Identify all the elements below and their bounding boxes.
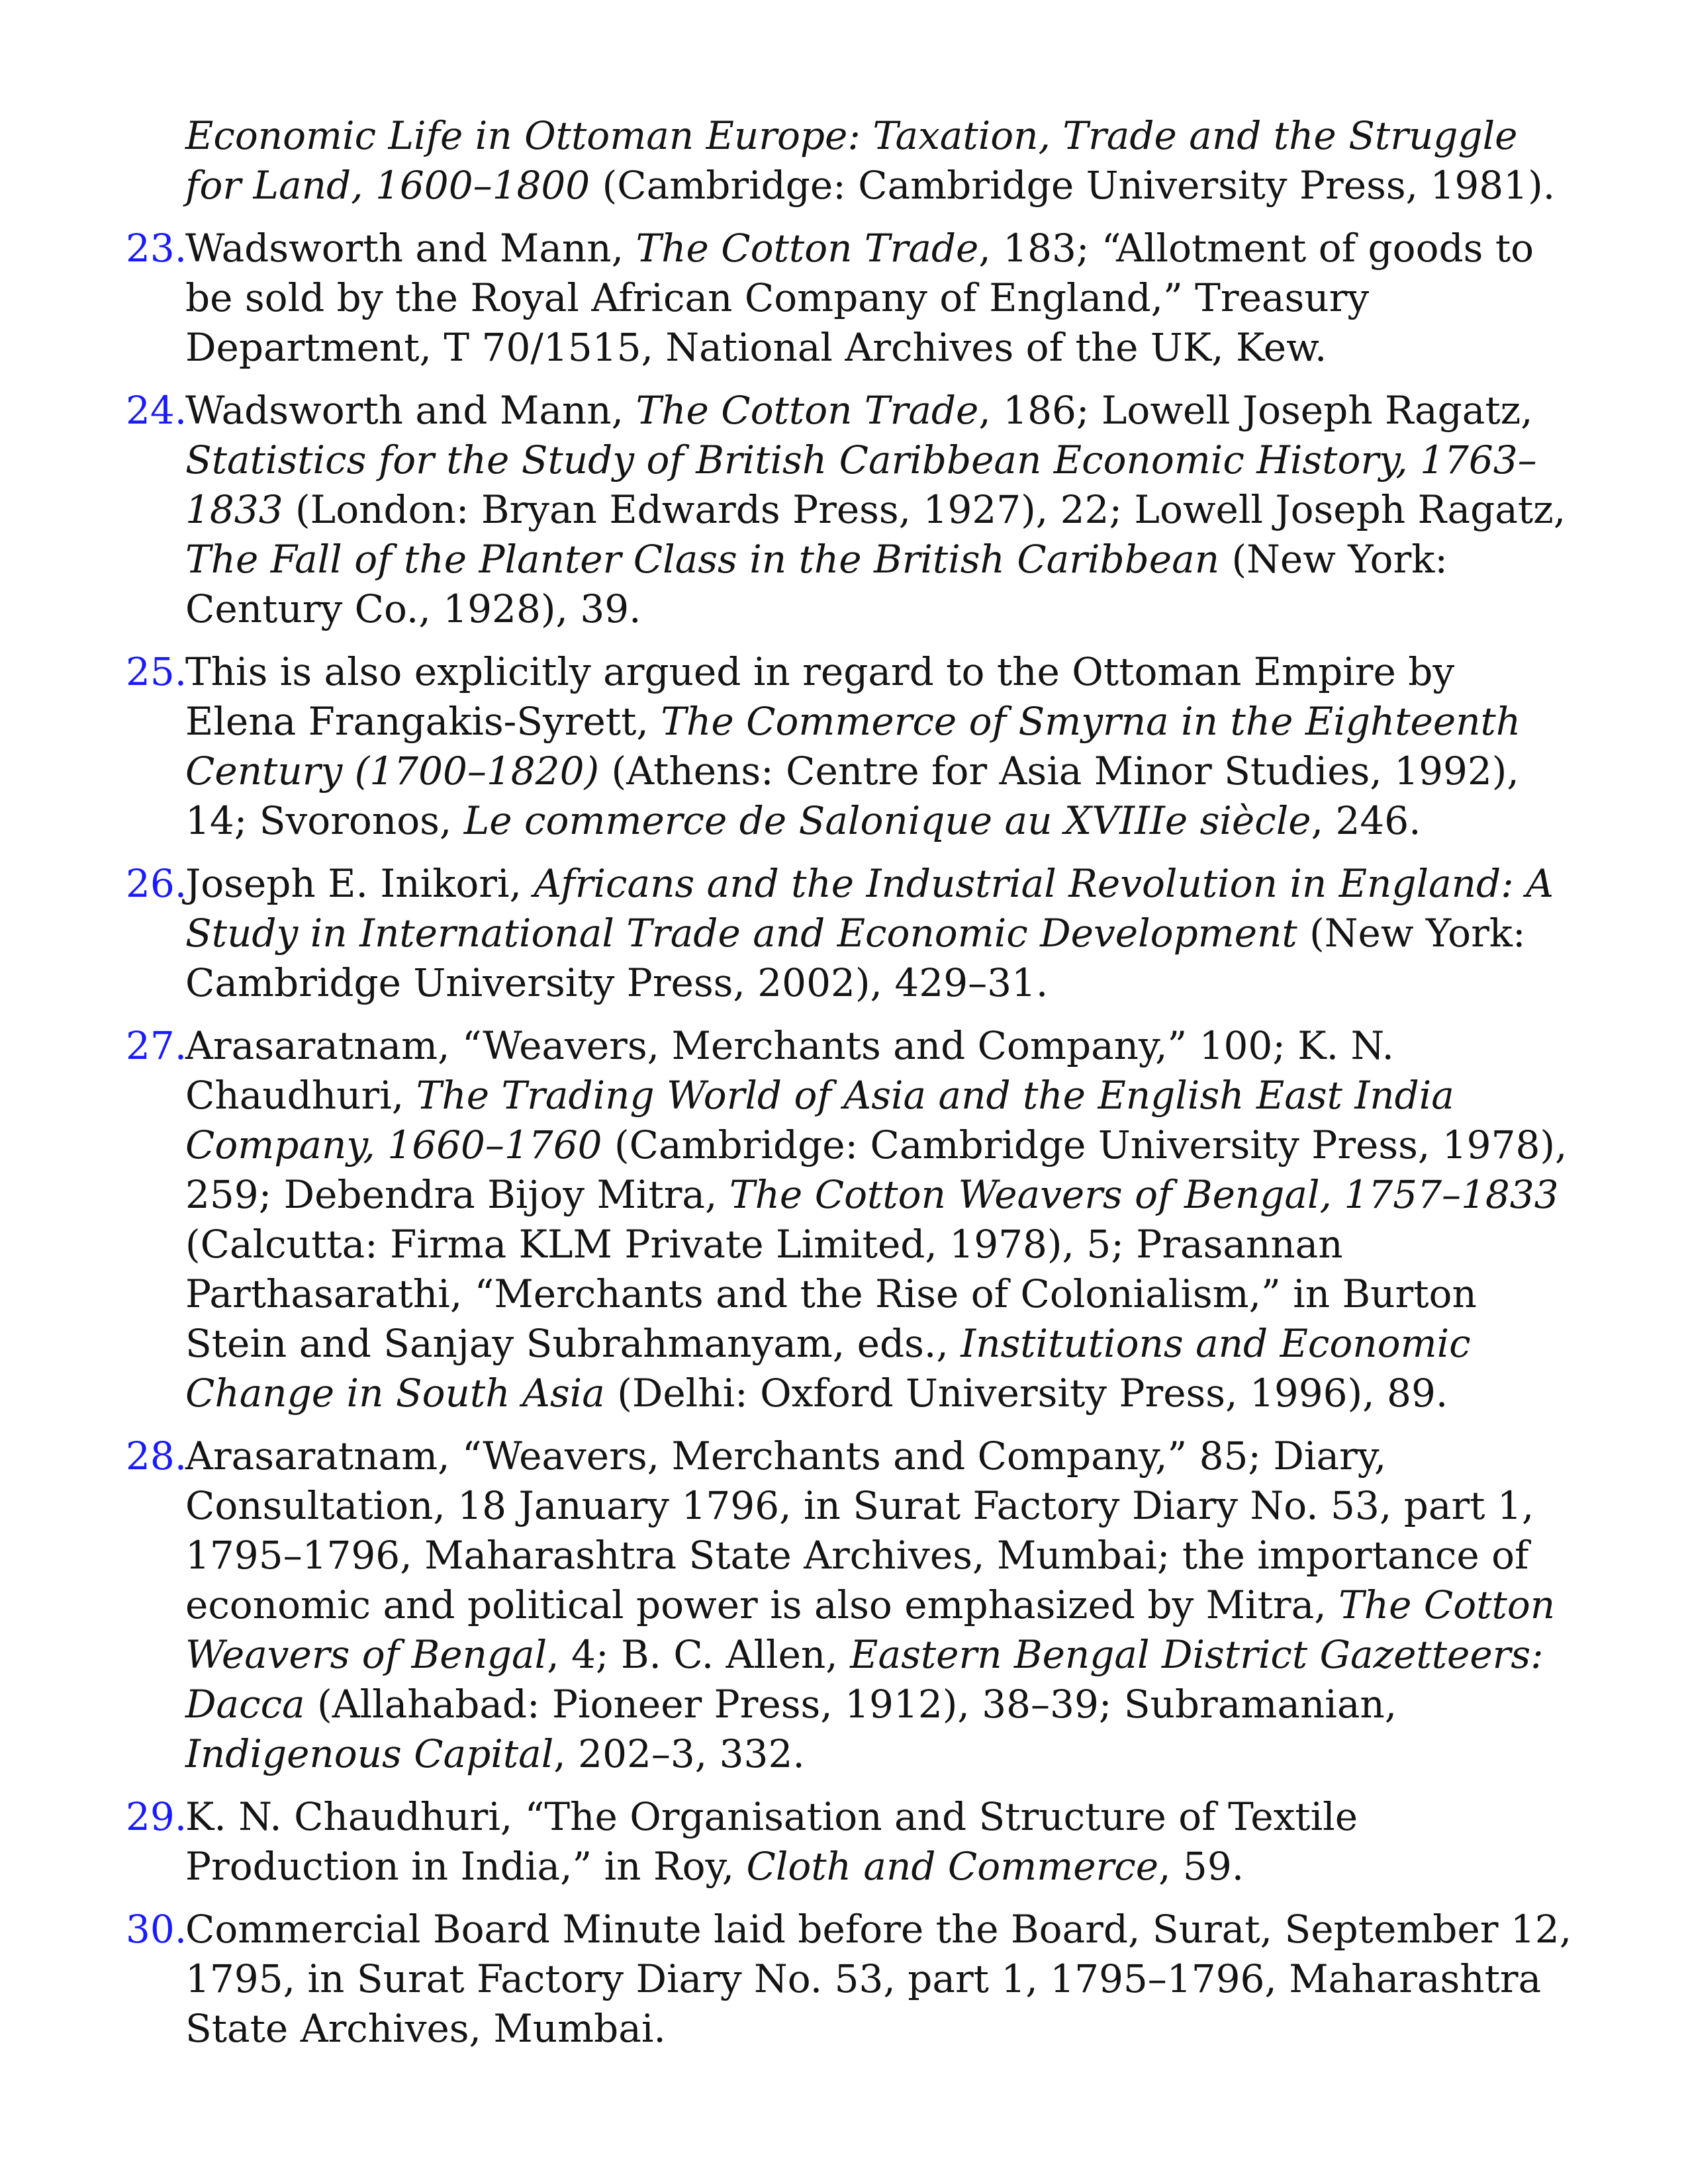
citation-title: Statistics for the Study of British Caribbean Economic History, 1763–1833	[185, 437, 1537, 532]
endnote-25	[126, 647, 1575, 846]
citation-text: , 202–3, 332.	[553, 1731, 805, 1776]
citation-title: The Cotton Weavers of Bengal, 1757–1833	[729, 1172, 1559, 1217]
endnote-number-link[interactable]: 29.	[126, 1794, 187, 1839]
citation-text: This is also explicitly argued in regard to the Ottoman Empire by Elena Frangakis-Syrett,	[185, 649, 1455, 744]
citation-text: Joseph E. Inikori,	[185, 861, 534, 906]
citation-text: (Calcutta: Firma KLM Private Limited, 1978), 5; Prasannan Parthasarathi, “Merchants and the Rise of Colonialism,” in Burton Stein and Sanjay Subrahmanyam, eds.,	[185, 1222, 1477, 1366]
endnote-27	[126, 1021, 1575, 1418]
citation-title: Africans and the Industrial Revolution in England: A Study in International Trade and Economic Development	[185, 861, 1554, 956]
citation-title: The Commerce of Smyrna in the Eighteenth Century (1700–1820)	[185, 699, 1521, 794]
citation-text: (New York: Century Co., 1928), 39.	[185, 537, 1448, 631]
citation-text: Arasaratnam, “Weavers, Merchants and Company,” 100; K. N. Chaudhuri,	[185, 1023, 1394, 1118]
endnote-number-link[interactable]: 30.	[126, 1907, 187, 1952]
citation-text: , 186; Lowell Joseph Ragatz,	[978, 388, 1533, 433]
endnote-28	[126, 1432, 1575, 1779]
citation-title: The Cotton Weavers of Bengal	[185, 1582, 1556, 1677]
citation-text: (Cambridge: Cambridge University Press, 1981).	[590, 163, 1556, 208]
endnote-number-link[interactable]: 26.	[126, 861, 187, 906]
endnote-26	[126, 859, 1575, 1008]
citation-title: Cloth and Commerce	[746, 1844, 1159, 1889]
citation-title: The Trading World of Asia and the English East India Company, 1660–1760	[185, 1073, 1454, 1167]
citation-title: Eastern Bengal District Gazetteers: Dacca	[185, 1632, 1544, 1727]
endnote-23	[126, 224, 1575, 373]
citation-text: (Cambridge: Cambridge University Press, 1978), 259; Debendra Bijoy Mitra,	[185, 1122, 1568, 1217]
endnote-number-link[interactable]: 24.	[126, 388, 187, 433]
citation-title: Economic Life in Ottoman Europe: Taxation, Trade and the Struggle for Land, 1600–1800	[185, 113, 1518, 208]
citation-text: Wadsworth and Mann,	[185, 388, 636, 433]
endnote-number-link[interactable]: 28.	[126, 1433, 187, 1479]
citation-title: Le commerce de Salonique au XVIIIe siècle	[463, 798, 1311, 843]
citation-title: Institutions and Economic Change in South Asia	[185, 1321, 1471, 1416]
endnote-continuation	[126, 111, 1575, 210]
citation-text: (Allahabad: Pioneer Press, 1912), 38–39; Subramanian,	[305, 1682, 1397, 1727]
citation-text: Arasaratnam, “Weavers, Merchants and Company,” 85; Diary, Consultation, 18 January 1796, in Surat Factory Diary No. 53, part 1, 1795–1796, Maharashtra State Archives, Mumbai; the importance of economic and political power is also emphasized by Mitra,	[185, 1433, 1534, 1627]
citation-text: (Athens: Centre for Asia Minor Studies, 1992), 14; Svoronos,	[185, 749, 1519, 843]
endnote-number-link[interactable]: 25.	[126, 649, 187, 694]
citation-text: K. N. Chaudhuri, “The Organisation and Structure of Textile Production in India,” in Roy,	[185, 1794, 1358, 1889]
endnote-30	[126, 1905, 1575, 2054]
endnotes-list	[126, 111, 1575, 2067]
citation-text: , 246.	[1311, 798, 1421, 843]
citation-text: (London: Bryan Edwards Press, 1927), 22; Lowell Joseph Ragatz,	[283, 487, 1566, 532]
citation-text: , 183; “Allotment of goods to be sold by the Royal African Company of England,” Treasury Department, T 70/1515, National Archives of the UK, Kew.	[185, 226, 1534, 370]
citation-text: Commercial Board Minute laid before the Board, Surat, September 12, 1795, in Surat Factory Diary No. 53, part 1, 1795–1796, Maharashtra State Archives, Mumbai.	[185, 1907, 1572, 2051]
endnote-29	[126, 1792, 1575, 1891]
citation-text: (New York: Cambridge University Press, 2002), 429–31.	[185, 911, 1526, 1005]
citation-text: (Delhi: Oxford University Press, 1996), 89.	[604, 1371, 1448, 1416]
citation-title: Indigenous Capital	[185, 1731, 554, 1776]
citation-title: The Cotton Trade	[635, 226, 979, 271]
citation-text: , 59.	[1158, 1844, 1244, 1889]
endnote-number-link[interactable]: 23.	[126, 226, 187, 271]
endnote-24	[126, 386, 1575, 634]
citation-text: , 4; B. C. Allen,	[547, 1632, 851, 1677]
citation-text: Wadsworth and Mann,	[185, 226, 636, 271]
citation-title: The Fall of the Planter Class in the British Caribbean	[185, 537, 1220, 582]
citation-title: The Cotton Trade	[635, 388, 979, 433]
endnote-number-link[interactable]: 27.	[126, 1023, 187, 1068]
